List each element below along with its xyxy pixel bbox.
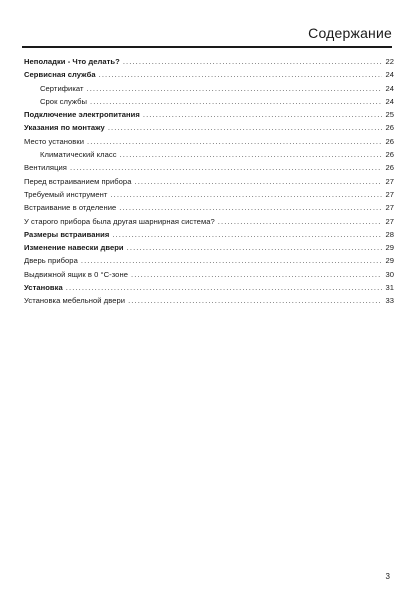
toc-entry-label: Встраивание в отделение: [24, 203, 117, 213]
toc-entry[interactable]: [24, 294, 394, 307]
toc-entry-page: 27: [385, 216, 394, 226]
toc-entry-page: 22: [385, 57, 394, 66]
dot-leader: [112, 228, 382, 241]
toc-entry-label: Место установки: [24, 136, 85, 146]
toc-entry-label: Сервисная служба: [24, 70, 96, 80]
toc-entry-label: Подключение электропитания: [24, 110, 140, 120]
toc-entry-label: Требуемый инструмент: [24, 189, 108, 199]
dot-leader: [119, 201, 382, 214]
dot-leader: [127, 241, 382, 254]
toc-entry-page: 24: [385, 70, 394, 80]
dot-leader: [90, 95, 382, 108]
dot-leader: [81, 254, 382, 267]
toc-entry-page: 30: [385, 269, 394, 279]
toc-entry-page: 27: [385, 203, 394, 213]
toc-entry-page: 26: [385, 150, 394, 160]
dot-leader: [218, 215, 382, 228]
dot-leader: [70, 161, 382, 174]
toc-entry[interactable]: [24, 254, 394, 267]
dot-leader: [99, 68, 382, 81]
toc-entry[interactable]: [24, 68, 394, 81]
toc-entry-page: 28: [385, 229, 394, 239]
toc-entry-page: 25: [385, 110, 394, 120]
toc-entry-page: 31: [385, 283, 394, 293]
dot-leader: [87, 135, 382, 148]
toc-entry-label: Установка: [24, 283, 63, 293]
toc-entry-label: Изменение навески двери: [24, 243, 124, 253]
toc-entry[interactable]: [24, 108, 394, 121]
toc-entry-label: Выдвижной ящик в 0 °C-зоне: [24, 269, 128, 279]
toc-entry-label: Климатический класс: [40, 150, 117, 160]
toc-entry-page: 24: [385, 83, 394, 93]
toc-entry[interactable]: [24, 55, 394, 68]
toc-entry-label: Дверь прибора: [24, 256, 78, 266]
toc-entry-page: 27: [385, 176, 394, 186]
toc-entry[interactable]: [24, 201, 394, 214]
toc-entry[interactable]: [24, 148, 394, 161]
toc-entry[interactable]: [24, 175, 394, 188]
toc-entry-label: Срок службы: [40, 96, 87, 106]
toc-entry-label: Сертификат: [40, 83, 84, 93]
table-of-contents: [24, 55, 394, 308]
toc-entry-page: 26: [385, 123, 394, 133]
toc-entry-page: 27: [385, 189, 394, 199]
page-header: [22, 18, 392, 48]
dot-leader: [134, 175, 382, 188]
toc-entry[interactable]: [24, 188, 394, 201]
toc-entry-label: У старого прибора была другая шарнирная система?: [24, 216, 215, 226]
toc-entry[interactable]: [24, 82, 394, 95]
toc-entry[interactable]: [24, 121, 394, 134]
toc-entry[interactable]: [24, 95, 394, 108]
toc-entry-page: 26: [385, 136, 394, 146]
toc-entry-label: Перед встраиванием прибора: [24, 176, 132, 186]
toc-entry-label: Вентиляция: [24, 163, 67, 173]
toc-entry-label: Установка мебельной двери: [24, 296, 126, 306]
toc-entry-label: Неполадки - Что делать?: [24, 57, 120, 66]
toc-entry-label: Размеры встраивания: [24, 229, 110, 239]
toc-entry[interactable]: [24, 228, 394, 241]
toc-entry-page: 33: [385, 296, 394, 306]
dot-leader: [108, 121, 382, 134]
toc-entry-page: 26: [385, 163, 394, 173]
toc-entry[interactable]: [24, 241, 394, 254]
toc-entry[interactable]: [24, 215, 394, 228]
toc-entry[interactable]: [24, 161, 394, 174]
dot-leader: [120, 148, 382, 161]
toc-entry-label: Указания по монтажу: [24, 123, 105, 133]
dot-leader: [110, 188, 382, 201]
page-title: Содержание: [308, 25, 392, 41]
toc-entry[interactable]: [24, 268, 394, 281]
toc-entry[interactable]: [24, 135, 394, 148]
dot-leader: [128, 294, 382, 307]
page-number: 3: [385, 572, 390, 581]
toc-entry-page: 29: [385, 256, 394, 266]
dot-leader: [123, 55, 382, 68]
dot-leader: [143, 108, 382, 121]
toc-entry-page: 29: [385, 243, 394, 253]
dot-leader: [131, 268, 382, 281]
dot-leader: [66, 281, 382, 294]
dot-leader: [87, 82, 383, 95]
toc-entry[interactable]: [24, 281, 394, 294]
toc-entry-page: 24: [385, 96, 394, 106]
